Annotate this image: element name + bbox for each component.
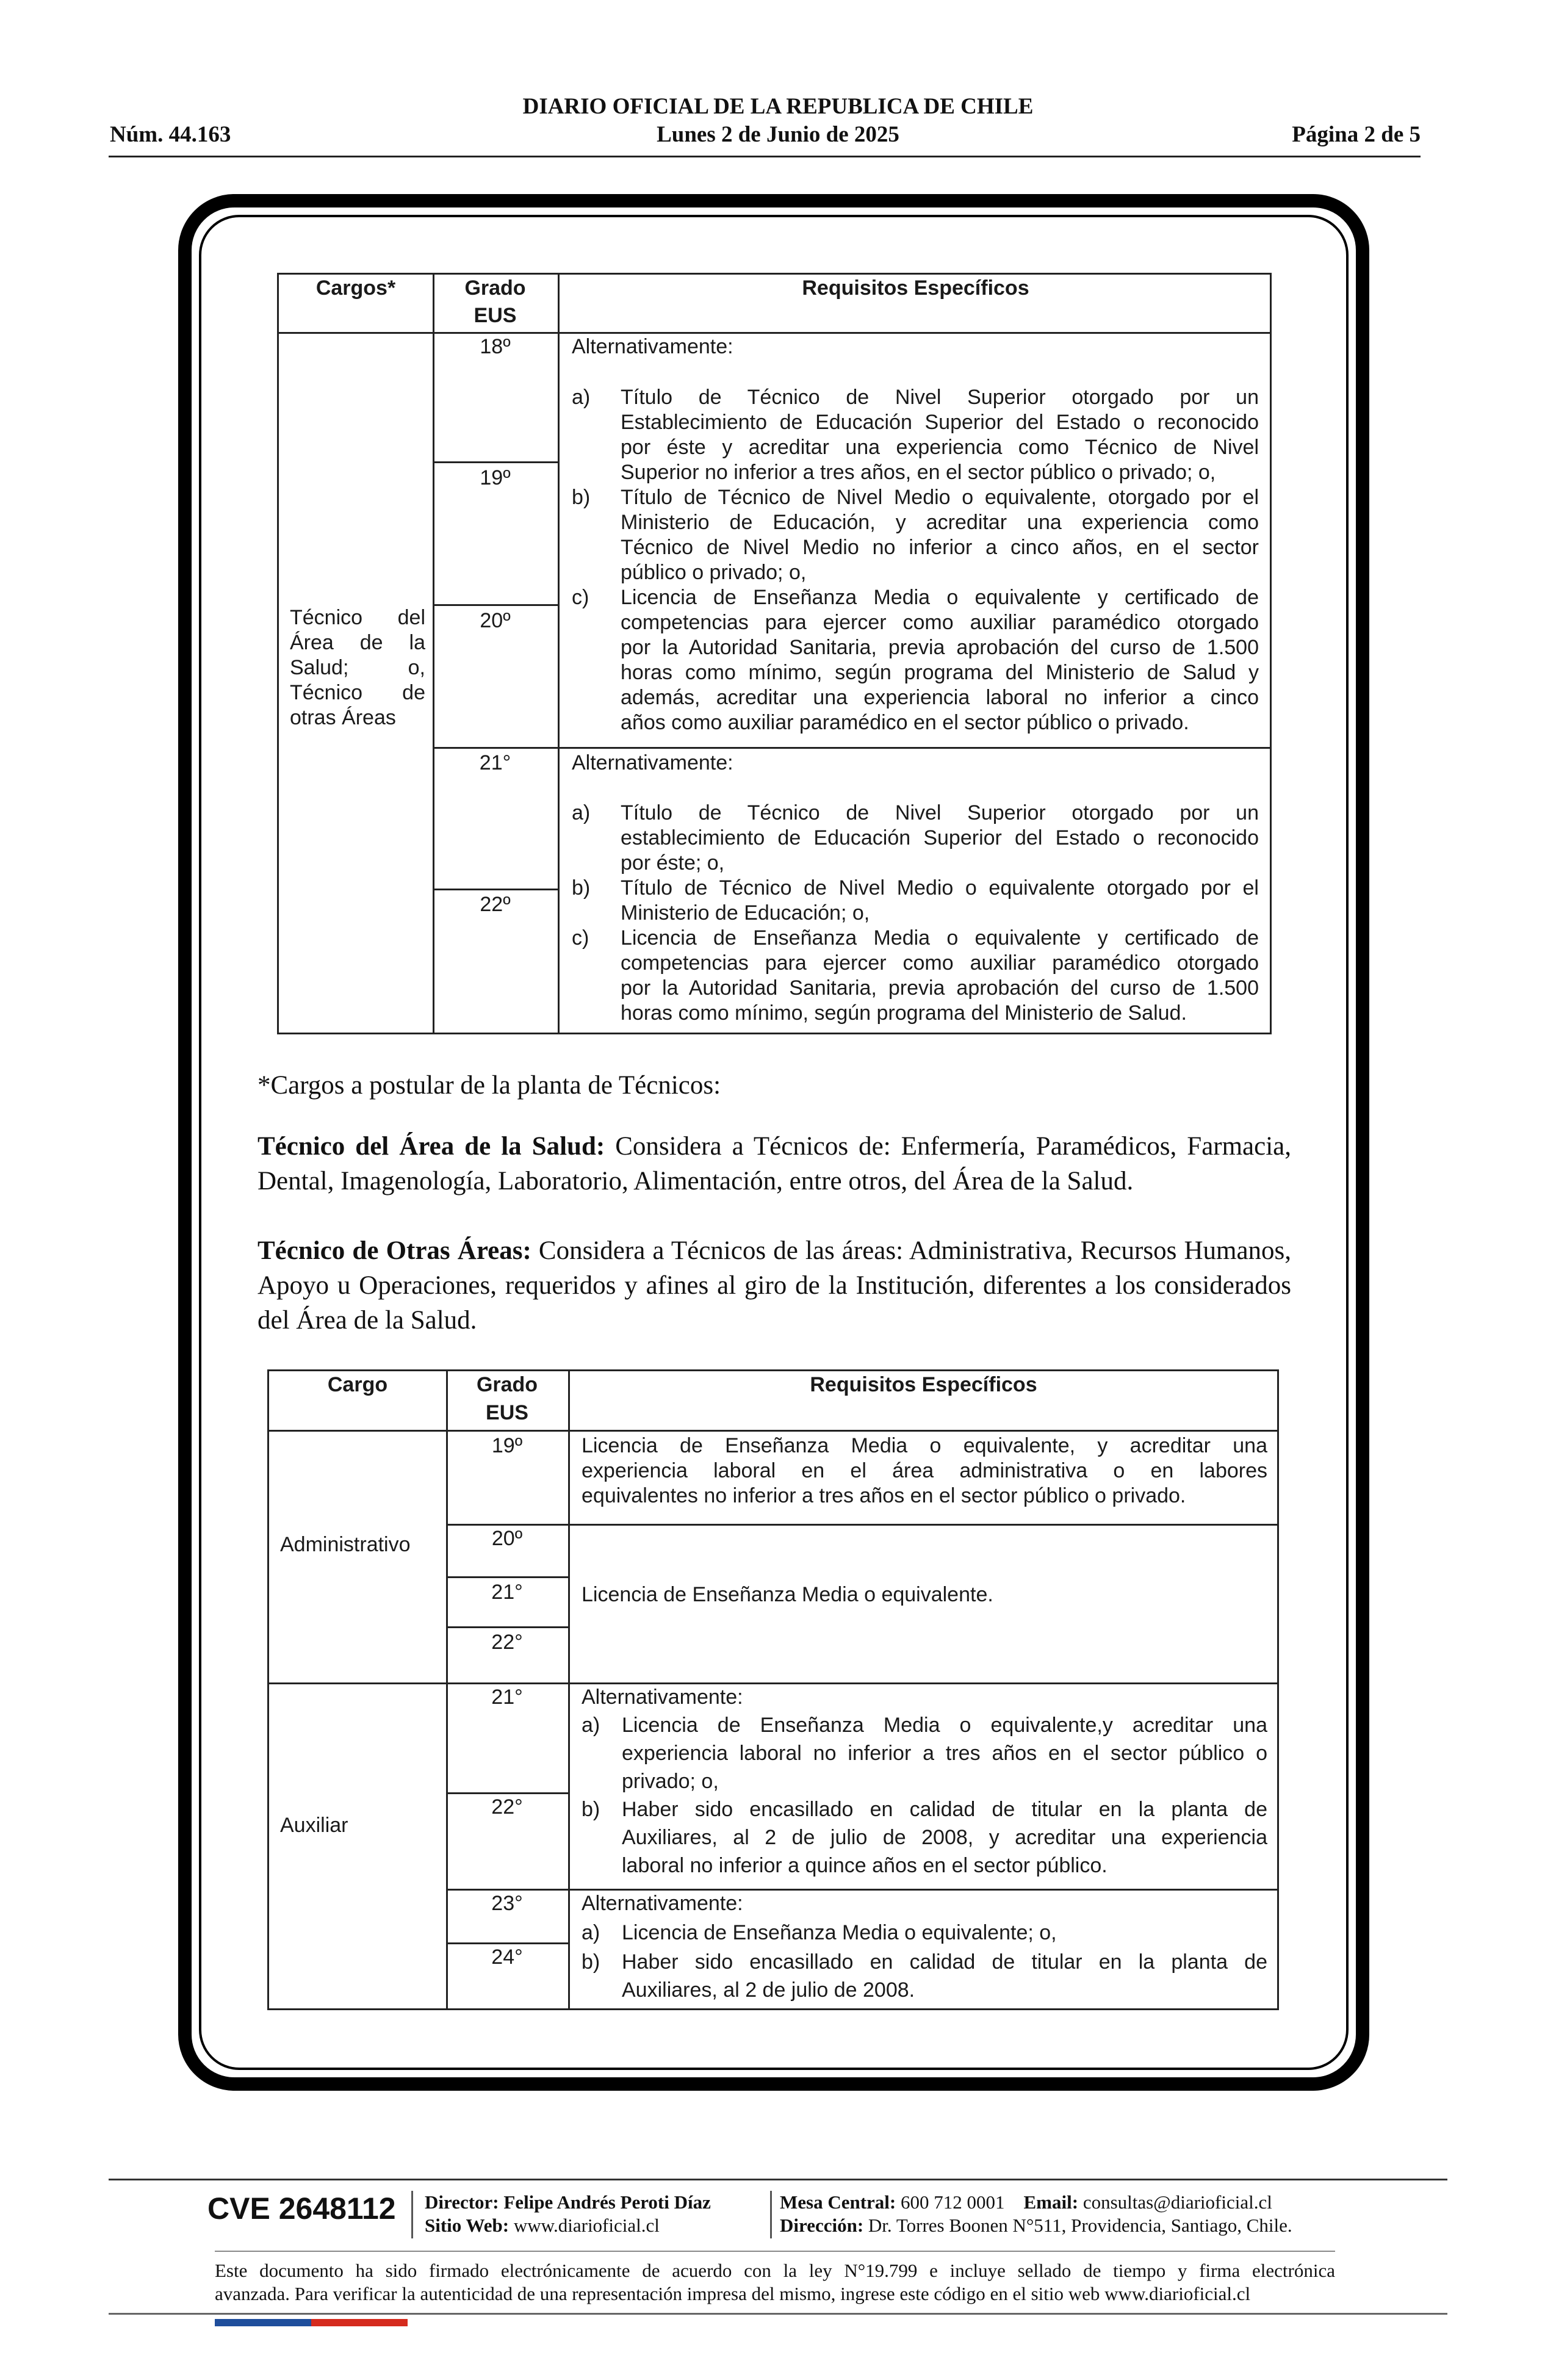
cargo-auxiliar: Auxiliar	[280, 1814, 348, 1837]
requisito-line: Haber sido encasillado en calidad de titular en la planta de	[622, 1950, 1267, 1974]
flag-stripe-blue	[215, 2319, 311, 2326]
header-eus: EUS	[486, 1401, 528, 1424]
address-text: Dr. Torres Boonen N°511, Providencia, Santiago, Chile.	[868, 2215, 1292, 2236]
address-label: Dirección:	[780, 2215, 864, 2236]
requisito-line: horas como mínimo, según programa del Ministerio de Salud y	[621, 661, 1259, 684]
grado-value: 20º	[480, 609, 511, 632]
item-marker: a)	[582, 1921, 600, 1944]
mesa-label: Mesa Central:	[780, 2191, 896, 2213]
email-label: Email:	[1023, 2191, 1079, 2213]
requisito-line: establecimiento de Educación Superior del Estado o reconocido	[621, 826, 1259, 849]
cargo-line: otras Áreas	[290, 706, 396, 729]
requirements-table-tecnicos	[277, 273, 1272, 1034]
requisito-intro: Alternativamente:	[572, 335, 733, 358]
item-marker: b)	[572, 876, 591, 900]
grado-value: 21°	[479, 751, 511, 774]
requisito-intro: Alternativamente:	[582, 1892, 743, 1915]
footer-separator	[411, 2191, 413, 2238]
grado-value: 23°	[491, 1892, 523, 1915]
requisito-line: competencias para ejercer como auxiliar paramédico otorgado	[621, 951, 1259, 975]
footer-rule	[215, 2251, 1335, 2252]
paragraph-tecnico-salud	[258, 1129, 1291, 1199]
web-link[interactable]: www.diarioficial.cl	[513, 2215, 660, 2236]
requisito-line: Licencia de Enseñanza Media o equivalente,y acreditar una	[622, 1714, 1267, 1737]
grado-value: 22°	[491, 1631, 523, 1654]
requisito-line: Licencia de Enseñanza Media o equivalente y certificado de	[621, 926, 1259, 950]
grado-value: 21°	[491, 1686, 523, 1709]
item-marker: a)	[572, 386, 591, 409]
item-marker: c)	[572, 586, 589, 609]
cargo-administrativo: Administrativo	[280, 1533, 411, 1556]
header-grado: Grado	[464, 276, 526, 300]
requisito-line: público o privado; o,	[621, 561, 807, 584]
requisito-line: por la Autoridad Sanitaria, previa aprobación del curso de 1.500	[621, 636, 1259, 659]
requisito-line: laboral no inferior a quince años en el sector público.	[622, 1854, 1108, 1877]
requisito-line: Título de Técnico de Nivel Medio o equivalente otorgado por el	[621, 876, 1259, 900]
requisito-line: Ministerio de Educación, y acreditar una experiencia como	[621, 511, 1259, 534]
item-marker: b)	[582, 1798, 600, 1821]
requisito-line: Título de Técnico de Nivel Medio o equivalente, otorgado por el	[621, 486, 1259, 509]
requisito-line: Ministerio de Educación; o,	[621, 901, 870, 925]
issue-number: Núm. 44.163	[110, 122, 231, 147]
grado-value: 21°	[491, 1581, 523, 1604]
header-eus: EUS	[474, 304, 517, 327]
footer-contact	[780, 2191, 1272, 2214]
requisito-intro: Alternativamente:	[572, 751, 733, 774]
requisito-admin-20-22: Licencia de Enseñanza Media o equivalente.	[582, 1583, 993, 1606]
disclaimer-line: avanzada. Para verificar la autenticidad de una representación impresa del mismo, ingrese este código en el sitio web www.diarioficial.cl	[215, 2283, 1251, 2304]
item-marker: b)	[582, 1950, 600, 1974]
grado-value: 22°	[491, 1795, 523, 1819]
footer-rule	[109, 2179, 1447, 2180]
header-cargo: Cargo	[327, 1373, 388, 1396]
requisito-line: privado; o,	[622, 1770, 719, 1793]
requisito-line: Haber sido encasillado en calidad de titular en la planta de	[622, 1798, 1267, 1821]
page-number: Página 2 de 5	[1292, 122, 1421, 147]
footer-separator	[770, 2191, 772, 2238]
term-tecnico-salud: Técnico del Área de la Salud:	[258, 1132, 605, 1161]
requisito-admin-19	[582, 1433, 1267, 1509]
cargos-note: *Cargos a postular de la planta de Técnicos:	[258, 1071, 721, 1100]
requisito-line: equivalentes no inferior a tres años en el sector público o privado.	[582, 1484, 1186, 1507]
publication-date: Lunes 2 de Junio de 2025	[657, 122, 899, 147]
director-label: Director:	[425, 2191, 499, 2213]
item-marker: a)	[572, 801, 591, 824]
requisito-line: experiencia laboral no inferior a tres años en el sector público o	[622, 1742, 1267, 1765]
requisito-line: por éste; o,	[621, 851, 725, 874]
cve-code: CVE 2648112	[207, 2191, 396, 2226]
header-cargos: Cargos*	[315, 276, 396, 300]
requisito-line: por la Autoridad Sanitaria, previa aprobación del curso de 1.500	[621, 976, 1259, 1000]
requisito-line: Establecimiento de Educación Superior del Estado o reconocido	[621, 411, 1259, 434]
cargo-line: Técnico del	[290, 606, 425, 629]
requisito-line: Título de Técnico de Nivel Superior otorgado por un	[621, 386, 1259, 409]
requisito-line: Auxiliares, al 2 de julio de 2008.	[622, 1978, 915, 2002]
grado-value: 19º	[491, 1434, 523, 1457]
cargo-line: Técnico de	[290, 681, 425, 704]
definition-tecnico-otras: Considera a Técnicos de las áreas: Administrativa, Recursos Humanos, Apoyo u Operaciones, requeridos y afines al giro de la Institución, diferentes a los considerados del Área de la Salud.	[258, 1236, 1292, 1335]
requisito-line: horas como mínimo, según programa del Ministerio de Salud.	[621, 1001, 1187, 1025]
paragraph-tecnico-otras	[258, 1233, 1291, 1338]
requisito-line: años como auxiliar paramédico en el sector público o privado.	[621, 711, 1189, 734]
header-requisitos: Requisitos Específicos	[802, 276, 1029, 300]
email-link[interactable]: consultas@diarioficial.cl	[1082, 2191, 1272, 2213]
requirements-table-admin-auxiliar	[267, 1369, 1279, 2010]
grado-value: 20º	[491, 1527, 523, 1550]
requisito-line: por éste y acreditar una experiencia como Técnico de Nivel	[621, 436, 1259, 459]
grado-value: 19º	[480, 466, 511, 489]
requisito-line: Licencia de Enseñanza Media o equivalente; o,	[622, 1921, 1057, 1944]
footer-director	[425, 2191, 711, 2214]
grado-value: 22º	[480, 893, 511, 916]
requisito-line: Licencia de Enseñanza Media o equivalente y certificado de	[621, 586, 1259, 609]
requisito-line: Título de Técnico de Nivel Superior otorgado por un	[621, 801, 1259, 824]
footer-address	[780, 2214, 1292, 2237]
flag-stripe-red	[311, 2319, 408, 2326]
grado-value: 24°	[491, 1945, 523, 1969]
cargo-line: Área de la	[290, 631, 425, 654]
grado-value: 18º	[480, 335, 511, 358]
requisito-line: experiencia laboral en el área administrativa o en labores	[582, 1459, 1267, 1482]
item-marker: b)	[572, 486, 591, 509]
header-requisitos: Requisitos Específicos	[810, 1373, 1037, 1396]
header-grado: Grado	[476, 1373, 538, 1396]
requisito-line: competencias para ejercer como auxiliar paramédico otorgado	[621, 611, 1259, 634]
web-label: Sitio Web:	[425, 2215, 510, 2236]
term-tecnico-otras: Técnico de Otras Áreas:	[258, 1236, 531, 1265]
cargo-tecnico	[290, 605, 425, 730]
item-marker: a)	[582, 1714, 600, 1737]
footer-rule	[109, 2313, 1447, 2315]
header-rule	[109, 156, 1421, 157]
gazette-title: DIARIO OFICIAL DE LA REPUBLICA DE CHILE	[522, 94, 1034, 119]
signature-disclaimer	[215, 2259, 1335, 2306]
requisito-intro: Alternativamente:	[582, 1686, 743, 1709]
requisito-line: Técnico de Nivel Medio no inferior a cinco años, en el sector	[621, 536, 1259, 559]
requisito-line: además, acreditar una experiencia laboral no inferior a cinco	[621, 686, 1259, 709]
definition-tecnico-salud: Considera a Técnicos de: Enfermería, Paramédicos, Farmacia, Dental, Imagenología, Laboratorio, Alimentación, entre otros, del Área de la Salud.	[258, 1132, 1291, 1195]
mesa-phone: 600 712 0001	[901, 2191, 1005, 2213]
requisito-line: Auxiliares, al 2 de julio de 2008, y acreditar una experiencia	[622, 1826, 1267, 1849]
cargo-line: Salud; o,	[290, 656, 425, 679]
requisito-line: Licencia de Enseñanza Media o equivalente, y acreditar una	[582, 1434, 1267, 1457]
item-marker: c)	[572, 926, 589, 950]
director-name: Felipe Andrés Peroti Díaz	[503, 2191, 711, 2213]
disclaimer-line: Este documento ha sido firmado electrónicamente de acuerdo con la ley N°19.799 e incluye sellado de tiempo y firma electrónica	[215, 2260, 1335, 2281]
requisito-line: Superior no inferior a tres años, en el sector público o privado; o,	[621, 461, 1216, 484]
footer-website	[425, 2214, 660, 2237]
